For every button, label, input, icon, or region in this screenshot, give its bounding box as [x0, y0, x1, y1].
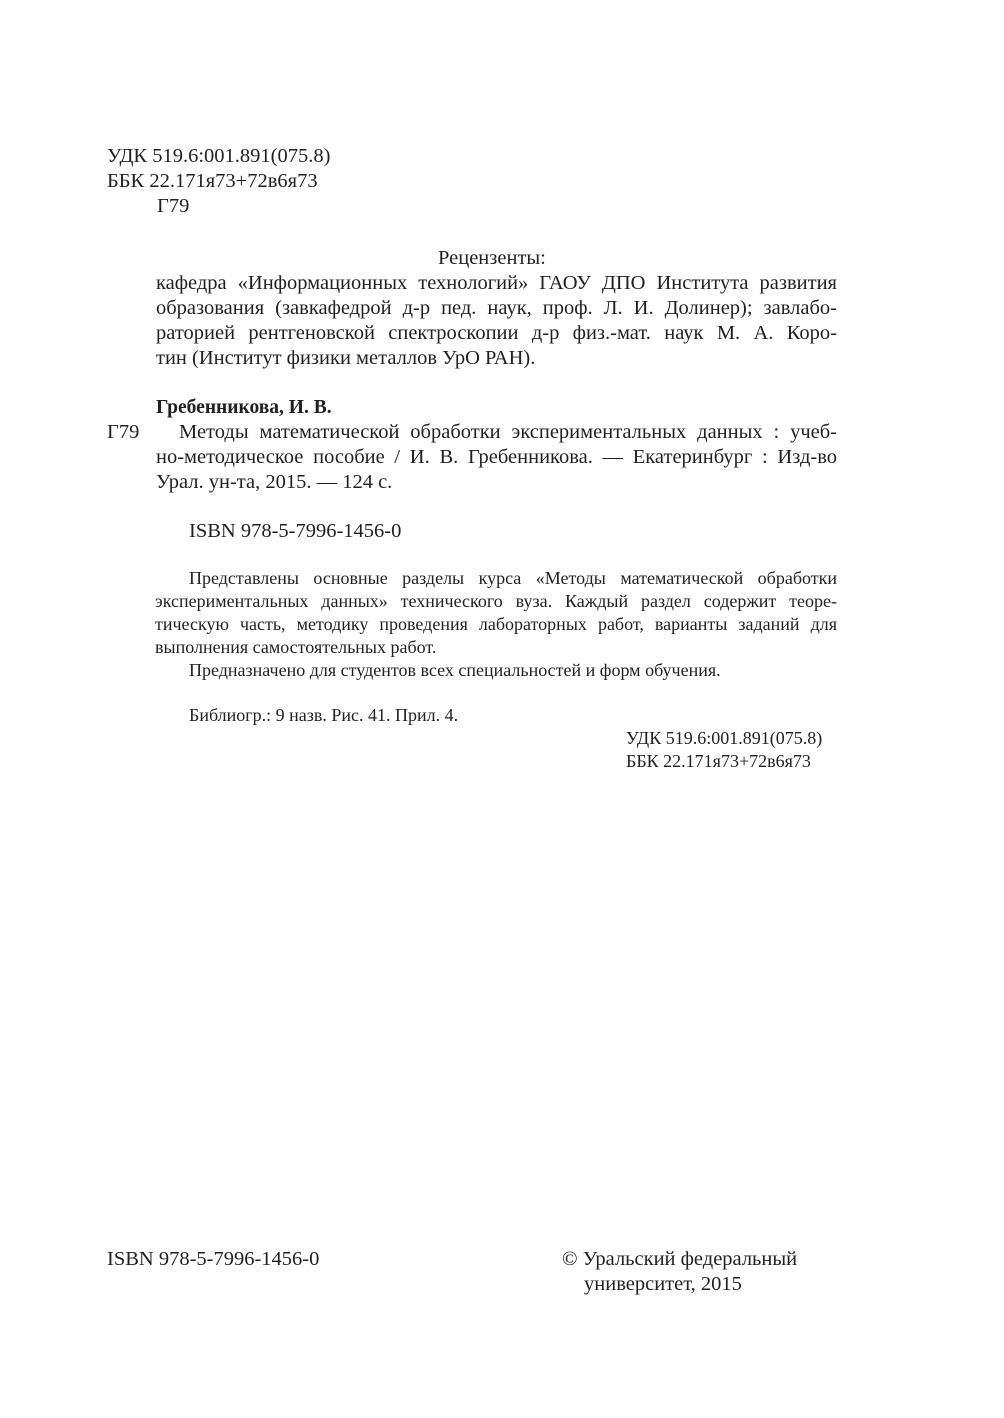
bbk-code: ББК 22.171я73+72в6я73 — [107, 170, 318, 192]
reviewers-title: Рецензенты: — [438, 247, 546, 269]
catalog-code: Г79 — [107, 421, 140, 443]
reviewers-line: раторией рентгеновской спектроскопии д-р физ.-мат. наук М. А. Коро- — [156, 322, 837, 344]
annotation-line: тическую часть, методику проведения лабораторных работ, варианты заданий для — [155, 614, 837, 634]
copyright-line: © Уральский федеральный — [562, 1248, 798, 1270]
catalog-description-line: Урал. ун-та, 2015. — 124 с. — [156, 471, 393, 493]
copyright-line: университет, 2015 — [584, 1273, 742, 1295]
author-mark: Г79 — [157, 195, 190, 217]
reviewers-line: образования (завкафедрой д-р пед. наук, проф. Л. И. Долинер); завлабо- — [156, 297, 837, 319]
annotation-line: выполнения самостоятельных работ. — [155, 637, 437, 657]
annotation-udk: УДК 519.6:001.891(075.8) — [626, 728, 823, 748]
annotation-bbk: ББК 22.171я73+72в6я73 — [626, 751, 811, 771]
catalog-description-line: Методы математической обработки экспериментальных данных : учеб- — [179, 421, 837, 443]
annotation-line: экспериментальных данных» технического вуза. Каждый раздел содержит теоре- — [155, 591, 837, 611]
footer-isbn: ISBN 978-5-7996-1456-0 — [107, 1248, 320, 1270]
catalog-description-line: но-методическое пособие / И. В. Гребенникова. — Екатеринбург : Изд-во — [156, 446, 837, 468]
catalog-isbn: ISBN 978-5-7996-1456-0 — [189, 520, 402, 542]
annotation-line: Представлены основные разделы курса «Методы математической обработки — [189, 568, 837, 588]
udk-code: УДК 519.6:001.891(075.8) — [107, 145, 331, 167]
catalog-author: Гребенникова, И. В. — [156, 397, 332, 418]
reviewers-line: тин (Институт физики металлов УрО РАН). — [156, 347, 536, 369]
annotation-bibliography: Библиогр.: 9 назв. Рис. 41. Прил. 4. — [189, 705, 459, 725]
annotation-purpose: Предназначено для студентов всех специальностей и форм обучения. — [189, 660, 721, 680]
reviewers-line: кафедра «Информационных технологий» ГАОУ ДПО Института развития — [156, 272, 837, 294]
